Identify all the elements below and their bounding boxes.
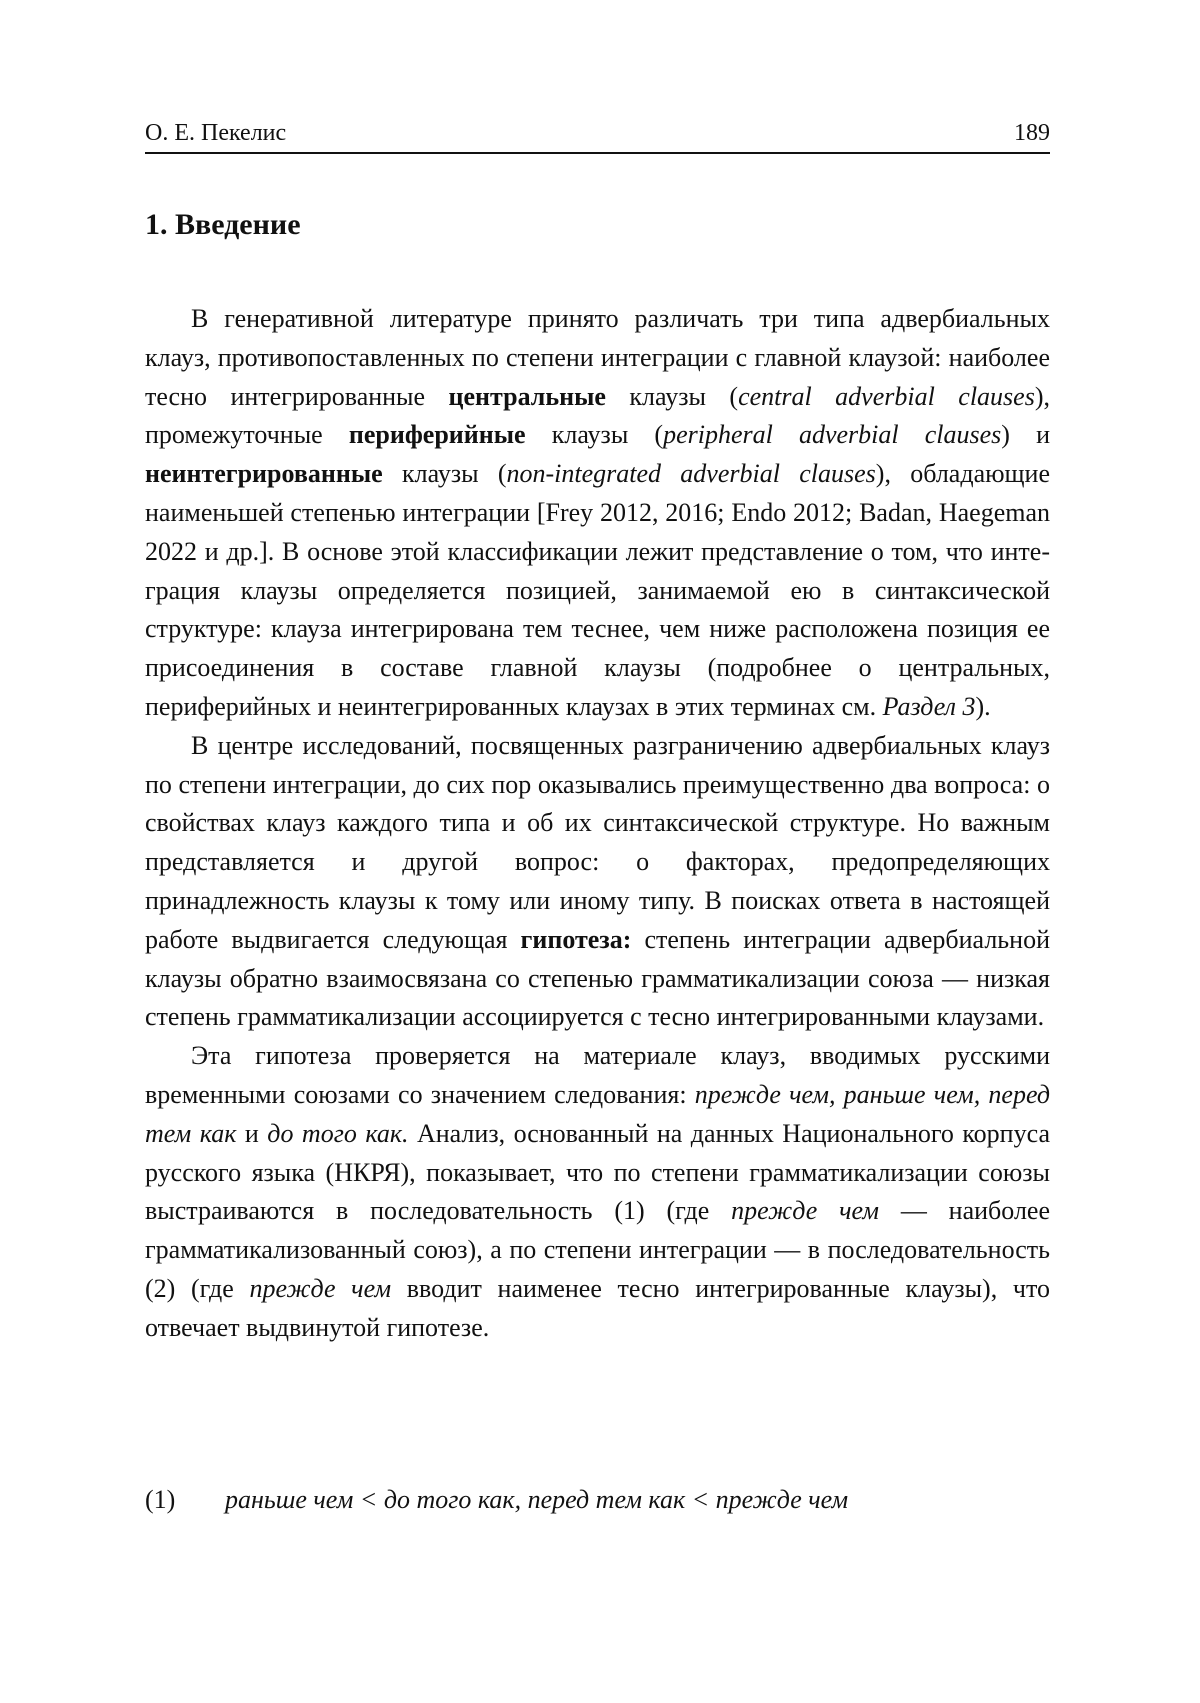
text-run: степень интеграции адвербиальной клаузы обратно вза­имосвязана со степенью грамматикализации союза — низкая степень грамматикализации ассоциируется с тесно интегрированными клаузами. xyxy=(145,925,1050,1032)
text-run: ) и xyxy=(1001,420,1050,449)
italic-term: прежде чем xyxy=(249,1274,391,1303)
example-1 xyxy=(145,1481,1050,1519)
bold-term: неинтегрированные xyxy=(145,459,383,488)
section-title: 1. Введение xyxy=(145,205,301,245)
text-run: ), обладающие наименьшей степенью ин­теграции [Frey 2012, 2016; Endo 2012; Badan, Haegeman 2022 и др.]. В основе этой классификации лежит представление о том, что инте­грация клаузы определяется позицией, занимаемой ею в синтаксиче­ской структуре: клауза интегрирована тем теснее, чем ниже располо­жена позиция ее присоединения в составе главной клаузы (подробнее о центральных, периферийных и неинтегрированных клаузах в этих терминах см. xyxy=(145,459,1050,721)
text-run: и xyxy=(236,1119,267,1148)
bold-term: периферийные xyxy=(349,420,526,449)
example-number: (1) xyxy=(145,1481,225,1519)
italic-term: Раздел 3 xyxy=(883,692,976,721)
text-run: ). xyxy=(976,692,991,721)
text-run: ), промежуточные xyxy=(145,382,1050,450)
paragraph xyxy=(145,727,1050,1037)
paragraph xyxy=(145,300,1050,727)
example-text: раньше чем < до того как, перед тем как < прежде чем xyxy=(225,1481,848,1519)
text-run: клаузы ( xyxy=(526,420,663,449)
text-run: В генеративной литературе принято различать три типа адверби­альных клауз, противопоставленных по степени интеграции с глав­ной клаузой: наиболее тесно интегрированные xyxy=(145,304,1050,411)
italic-term: central adverbial clauses xyxy=(738,382,1035,411)
bold-term: центральные xyxy=(449,382,606,411)
italic-term: прежде чем, раньше чем, перед тем как xyxy=(145,1080,1050,1148)
body-text xyxy=(145,300,1050,1348)
paragraph xyxy=(145,1037,1050,1347)
italic-term: non-in­tegrated adverbial clauses xyxy=(507,459,876,488)
header-author: О. Е. Пекелис xyxy=(145,118,286,148)
text-run: Анализ, основанный на данных Нацио­нального корпуса русского языка (НКРЯ), показывает, что по степени грамматикализации союзы выстраиваются в последовательность (1) (где xyxy=(145,1119,1050,1226)
page xyxy=(0,0,1200,1703)
italic-term: до того как. xyxy=(267,1119,408,1148)
bold-term: гипотеза: xyxy=(521,925,632,954)
italic-term: прежде чем xyxy=(731,1196,879,1225)
text-run: вводит наиме­нее тесно интегрированные клаузы), что отвечает выдвинутой гипотезе. xyxy=(145,1274,1050,1342)
text-run: — наиболее грамматикализованный союз), а по степени интеграции — в последовательность (2) (где xyxy=(145,1196,1050,1303)
text-run: Эта гипотеза проверяется на материале клауз, вводимых русскими временными союзами со значением следования: xyxy=(145,1041,1050,1109)
text-run: клаузы ( xyxy=(383,459,507,488)
running-header xyxy=(145,118,1050,154)
text-run: клаузы ( xyxy=(606,382,738,411)
text-run: В центре исследований, посвященных разграничению адверби­альных клауз по степени интеграции, до сих пор оказывались преиму­щественно два вопроса: о свойствах клауз каждого типа и об их син­таксической структуре. Но важным представляется и другой вопрос: о факторах, предопределяющих принадлежность клаузы к тому или иному типу. В поисках ответа в настоящей работе выдвигается следую­щая xyxy=(145,731,1050,954)
italic-term: peripheral adverbial clauses xyxy=(663,420,1001,449)
page-number: 189 xyxy=(1014,118,1050,148)
